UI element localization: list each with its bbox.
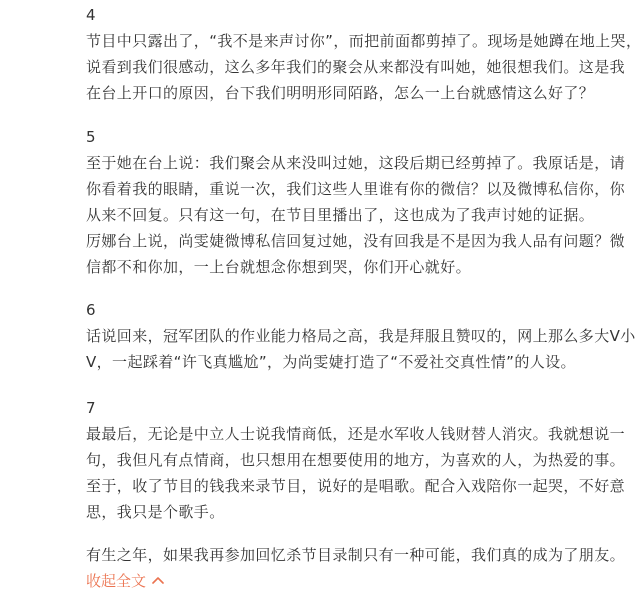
paragraph-line: 在台上开口的原因，台下我们明明形同陌路，怎么一上台就感情这么好了？ bbox=[86, 84, 595, 102]
section-number: 6 bbox=[86, 301, 96, 319]
paragraph-line: V，一起踩着“许飞真尴尬”，为尚雯婕打造了“不爱社交真性情”的人设。 bbox=[86, 353, 576, 371]
collapse-full-text-button[interactable] bbox=[86, 568, 164, 592]
section-number: 5 bbox=[86, 128, 96, 146]
paragraph-line: 至于她在台上说：我们聚会从来没叫过她，这段后期已经剪掉了。我原话是，请 bbox=[86, 154, 626, 172]
chevron-up-icon bbox=[152, 576, 164, 584]
paragraph-line: 最最后，无论是中立人士说我情商低，还是水军收人钱财替人消灾。我就想说一 bbox=[86, 425, 626, 443]
section-5 bbox=[86, 124, 625, 280]
paragraph-line: 你看着我的眼睛，重说一次，我们这些人里谁有你的微信？以及微博私信你，你 bbox=[86, 180, 626, 198]
paragraph-line: 说看到我们很感动，这么多年我们的聚会从来都没有叫她，她很想我们。这是我 bbox=[86, 58, 626, 76]
paragraph-line: 从来不回复。只有这一句，在节目里播出了，这也成为了我声讨她的证据。 bbox=[86, 206, 595, 224]
paragraph-line: 句，我但凡有点情商，也只想用在想要使用的地方，为喜欢的人，为热爱的事。 bbox=[86, 451, 626, 469]
paragraph-line: 节目中只露出了，“我不是来声讨你”，而把前面都剪掉了。现场是她蹲在地上哭， bbox=[86, 32, 641, 50]
section-number: 4 bbox=[86, 6, 96, 24]
closing-paragraph bbox=[86, 542, 625, 568]
collapse-label: 收起全文 bbox=[86, 571, 147, 590]
paragraph-line: 厉娜台上说，尚雯婕微博私信回复过她，没有回我是不是因为我人品有问题？微 bbox=[86, 232, 626, 250]
paragraph-line: 思，我只是个歌手。 bbox=[86, 503, 225, 521]
section-4 bbox=[86, 2, 641, 106]
section-6 bbox=[86, 297, 636, 375]
section-number: 7 bbox=[86, 399, 96, 417]
paragraph-line: 信都不和你加，一上台就想念你想到哭，你们开心就好。 bbox=[86, 258, 472, 276]
paragraph-line: 有生之年，如果我再参加回忆杀节目录制只有一种可能，我们真的成为了朋友。 bbox=[86, 546, 626, 564]
paragraph-line: 话说回来，冠军团队的作业能力格局之高，我是拜服且赞叹的，网上那么多大V小 bbox=[86, 327, 636, 345]
section-7 bbox=[86, 395, 625, 525]
paragraph-line: 至于，收了节目的钱我来录节目，说好的是唱歌。配合入戏陪你一起哭，不好意 bbox=[86, 477, 626, 495]
